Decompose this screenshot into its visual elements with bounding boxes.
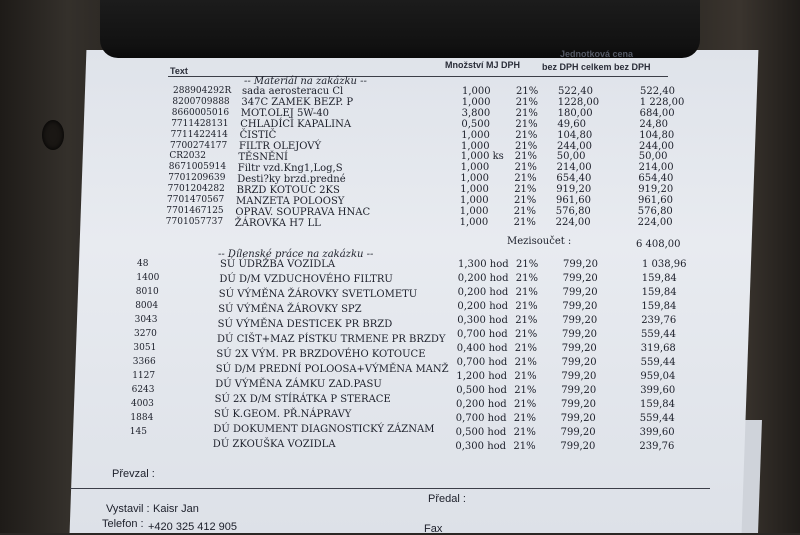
labour-row-code: 1884 <box>130 413 154 423</box>
labour-row-name: SÚ ÚDRŽBA VOZIDLA <box>220 259 336 270</box>
material-row-dph: 21% <box>515 96 539 108</box>
labour-row-total: 319,68 <box>640 343 676 354</box>
material-row-name: sada aerosteracu Cl <box>242 86 344 97</box>
material-row-code: 7701470567 <box>167 195 225 205</box>
material-row-total: 1 228,00 <box>639 96 685 108</box>
labour-row-qty: 0,200 hod <box>457 273 509 284</box>
labour-row-unit: 799,20 <box>562 287 598 298</box>
labour-row-name: SÚ 2X D/M STÍRÁTKA P STERACE <box>214 394 391 405</box>
labour-row-name: SÚ K.GEOM. PŘ.NÁPRAVY <box>214 409 352 420</box>
material-row-dph: 21% <box>516 86 539 97</box>
material-row-total: 654,40 <box>638 173 674 185</box>
labour-row-unit: 799,20 <box>560 427 596 438</box>
wood-knot <box>42 120 64 150</box>
material-row-total: 961,60 <box>638 195 673 206</box>
material-row-unit: 244,00 <box>557 140 592 152</box>
material-row-name: TĚSNĚNÍ <box>238 152 288 163</box>
subtotal-value: 6 408,00 <box>636 239 681 250</box>
material-row-code: 7700274177 <box>170 140 228 151</box>
labour-row-dph: 21% <box>513 441 536 452</box>
material-row-qty: 1,000 ks <box>460 151 504 163</box>
material-row-qty: 0,500 <box>461 118 491 130</box>
material-row-name: FILTR OLEJOVÝ <box>239 141 322 152</box>
labour-row-code: 145 <box>129 427 147 437</box>
labour-row-qty: 0,200 hod <box>457 287 509 298</box>
labour-row-total: 559,44 <box>639 413 675 424</box>
labour-row-unit: 799,20 <box>562 329 597 340</box>
vystavil-name: Kaisr Jan <box>153 503 199 515</box>
labour-row-dph: 21% <box>513 413 537 424</box>
material-row-code: 7701204282 <box>167 184 225 195</box>
vystavil-label: Vystavil : <box>106 503 150 515</box>
labour-row-code: 3270 <box>134 329 157 339</box>
labour-row-total: 399,60 <box>640 385 676 396</box>
material-row-unit: 1228,00 <box>557 96 600 108</box>
labour-row-name: SÚ VÝMĚNA ŽÁROVKY SVETLOMETU <box>218 289 418 300</box>
material-row-name: MANZETA POLOOSY <box>236 196 345 207</box>
material-row-qty: 1,000 <box>460 195 489 206</box>
material-row-unit: 654,40 <box>556 173 592 185</box>
labour-row-unit: 799,20 <box>562 273 598 284</box>
material-row-name: Desti?ky brzd.predné <box>237 174 346 185</box>
material-row-unit: 180,00 <box>557 107 593 119</box>
labour-row-qty: 1,200 hod <box>456 371 508 382</box>
material-row-total: 104,80 <box>639 129 675 141</box>
labour-row-code: 1400 <box>136 273 160 283</box>
labour-row-name: SÚ VÝMĚNA ŽÁROVKY SPZ <box>218 304 362 315</box>
material-row-total: 919,20 <box>638 184 674 196</box>
material-row-qty: 1,000 <box>461 96 491 108</box>
col-header-text: Text <box>170 66 188 76</box>
labour-row-dph: 21% <box>514 343 538 354</box>
labour-row-unit: 799,20 <box>562 315 598 326</box>
labour-row-name: DÚ VÝMĚNA ZÁMKU ZAD.PASU <box>215 379 382 390</box>
material-row-qty: 1,000 <box>459 205 489 217</box>
material-row-total: 684,00 <box>639 107 675 119</box>
labour-row-dph: 21% <box>515 329 538 340</box>
labour-row-unit: 799,20 <box>561 371 597 382</box>
labour-row-total: 159,84 <box>641 287 677 298</box>
subtotal-label: Mezisoučet : <box>507 236 572 247</box>
header-rule <box>168 76 668 77</box>
material-row-unit: 49,60 <box>557 118 587 130</box>
labour-row-total: 559,44 <box>641 329 676 340</box>
material-row-dph: 21% <box>515 129 538 141</box>
material-row-unit: 224,00 <box>555 216 591 228</box>
labour-row-qty: 0,200 hod <box>457 301 509 312</box>
labour-row-dph: 21% <box>513 427 536 438</box>
material-row-total: 214,00 <box>638 162 674 174</box>
predal-label: Předal : <box>428 493 466 505</box>
labour-row-qty: 1,300 hod <box>458 259 509 270</box>
labour-row-dph: 21% <box>514 357 537 368</box>
labour-row-total: 159,84 <box>640 399 675 410</box>
labour-row-dph: 21% <box>515 301 538 312</box>
material-row-qty: 3,800 <box>461 107 491 119</box>
labour-row-code: 8010 <box>135 287 159 297</box>
labour-row-total: 159,84 <box>641 301 677 312</box>
footer-rule <box>70 488 710 489</box>
material-row-qty: 1,000 <box>461 140 490 152</box>
prevzal-label: Převzal : <box>112 468 155 480</box>
labour-row-code: 3043 <box>134 315 158 325</box>
material-row-code: CR2032 <box>169 151 206 162</box>
material-row-unit: 522,40 <box>558 86 593 97</box>
labour-row-dph: 21% <box>515 287 538 298</box>
labour-row-name: SÚ VÝMĚNA DESTICEK PR BRZD <box>217 319 393 330</box>
labour-row-qty: 0,200 hod <box>456 399 507 410</box>
material-row-total: 576,80 <box>637 205 673 217</box>
labour-section-title: -- Dílenské práce na zakázku -- <box>218 249 374 260</box>
material-row-code: 7701057737 <box>165 216 224 227</box>
material-row-unit: 919,20 <box>556 184 592 196</box>
material-row-total: 50,00 <box>638 151 668 163</box>
material-row-name: ČISTIČ <box>239 130 277 141</box>
material-row-qty: 1,000 <box>460 184 489 196</box>
material-row-qty: 1,000 <box>459 216 489 228</box>
labour-row-dph: 21% <box>515 273 539 284</box>
labour-row-code: 48 <box>137 259 149 269</box>
material-row-total: 522,40 <box>640 86 675 97</box>
material-row-dph: 21% <box>513 205 537 217</box>
labour-row-total: 559,44 <box>640 357 676 368</box>
labour-row-total: 239,76 <box>639 441 675 452</box>
labour-row-qty: 0,700 hod <box>457 329 508 340</box>
labour-row-unit: 799,20 <box>561 385 597 396</box>
material-row-name: MOT.OLEJ 5W-40 <box>240 108 329 119</box>
labour-row-name: DÚ ZKOUŠKA VOZIDLA <box>212 439 336 450</box>
labour-row-unit: 799,20 <box>561 343 597 354</box>
labour-row-total: 1 038,96 <box>642 259 687 270</box>
material-row-qty: 1,000 <box>460 162 490 174</box>
material-row-dph: 21% <box>515 140 538 152</box>
material-row-qty: 1,000 <box>460 173 490 185</box>
material-row-qty: 1,000 <box>462 86 491 97</box>
material-row-total: 244,00 <box>639 140 674 152</box>
material-row-code: 8671005914 <box>168 162 227 173</box>
material-row-dph: 21% <box>514 195 537 206</box>
labour-row-unit: 799,20 <box>560 413 596 424</box>
fax-label: Fax <box>424 523 443 535</box>
col-header-prices: bez DPH celkem bez DPH <box>542 62 651 72</box>
labour-row-name: DÚ DOKUMENT DIAGNOSTICKÝ ZÁZNAM <box>213 424 435 435</box>
material-row-dph: 21% <box>514 173 537 185</box>
labour-row-code: 4003 <box>131 399 154 409</box>
material-row-unit: 214,00 <box>556 162 592 174</box>
labour-row-dph: 21% <box>515 315 538 326</box>
labour-row-qty: 0,500 hod <box>456 385 507 396</box>
labour-row-name: SÚ 2X VÝM. PR BRZDOVÉHO KOTOUCE <box>216 349 426 360</box>
material-row-unit: 961,60 <box>556 195 591 206</box>
material-row-code: 8200709888 <box>172 96 230 107</box>
col-header-unit-price: Jednotková cena <box>560 49 634 59</box>
labour-row-qty: 0,700 hod <box>455 413 507 424</box>
labour-row-name: DÚ CIŠT+MAZ PÍSTKU TRMENE PR BRZDY <box>217 334 446 345</box>
labour-row-unit: 799,20 <box>561 399 596 410</box>
labour-row-total: 399,60 <box>639 427 675 438</box>
material-row-dph: 21% <box>514 151 538 163</box>
labour-row-qty: 0,300 hod <box>455 441 507 452</box>
telefon-label: Telefon : <box>102 518 144 530</box>
labour-row-dph: 21% <box>514 385 537 396</box>
labour-row-unit: 799,20 <box>561 357 597 368</box>
labour-row-code: 1127 <box>132 371 156 381</box>
material-row-name: ŽÁROVKA H7 LL <box>234 218 321 229</box>
labour-row-code: 3051 <box>133 343 157 353</box>
labour-row-unit: 799,20 <box>562 301 598 312</box>
labour-row-unit: 799,20 <box>563 259 598 270</box>
labour-row-name: SÚ D/M PREDNÍ POLOOSA+VÝMĚNA MANŽ <box>215 364 449 375</box>
labour-row-total: 239,76 <box>641 315 677 326</box>
labour-row-code: 3366 <box>132 357 156 367</box>
material-row-dph: 21% <box>514 162 537 174</box>
material-row-code: 7701467125 <box>166 205 224 216</box>
labour-row-total: 159,84 <box>641 273 677 284</box>
material-section-title: -- Materiál na zakázku -- <box>244 76 367 87</box>
labour-row-name: DÚ D/M VZDUCHOVÉHO FILTRU <box>219 274 393 285</box>
material-row-dph: 21% <box>515 118 538 130</box>
material-row-name: Filtr vzd.Kng1,Log,S <box>237 163 343 174</box>
material-row-name: 347C ZAMEK BEZP. P <box>241 97 354 108</box>
material-row-code: 288904292R <box>173 86 232 96</box>
col-header-qty: Množství MJ DPH <box>445 60 521 70</box>
material-row-unit: 50,00 <box>556 151 586 163</box>
material-row-name: CHLADÍCÍ KAPALINA <box>240 119 352 130</box>
material-row-code: 7701209639 <box>168 173 226 184</box>
labour-row-dph: 21% <box>514 399 537 410</box>
labour-row-code: 8004 <box>135 301 159 311</box>
material-row-dph: 21% <box>514 184 537 196</box>
material-row-qty: 1,000 <box>461 129 490 141</box>
labour-row-dph: 21% <box>514 371 537 382</box>
labour-row-qty: 0,300 hod <box>457 315 508 326</box>
material-row-unit: 104,80 <box>557 129 593 141</box>
labour-row-qty: 0,500 hod <box>455 427 507 438</box>
labour-row-dph: 21% <box>516 259 539 270</box>
labour-row-total: 959,04 <box>640 371 676 382</box>
labour-row-code: 6243 <box>131 385 155 395</box>
material-row-code: 7711428131 <box>171 118 229 129</box>
material-row-name: OPRAV. SOUPRAVA HNAC <box>235 207 371 218</box>
material-row-code: 7711422414 <box>170 129 228 140</box>
material-row-total: 224,00 <box>637 216 673 228</box>
labour-row-qty: 0,700 hod <box>456 357 508 368</box>
labour-row-unit: 799,20 <box>560 441 596 452</box>
material-row-unit: 576,80 <box>555 205 591 217</box>
labour-row-qty: 0,400 hod <box>456 343 508 354</box>
material-row-name: BRZD KOTOUC 2KS <box>236 185 340 196</box>
material-row-total: 24,80 <box>639 118 669 130</box>
telefon-value: +420 325 412 905 <box>148 521 238 533</box>
material-row-code: 8660005016 <box>171 107 230 118</box>
material-row-dph: 21% <box>513 216 536 228</box>
material-row-dph: 21% <box>515 107 538 119</box>
